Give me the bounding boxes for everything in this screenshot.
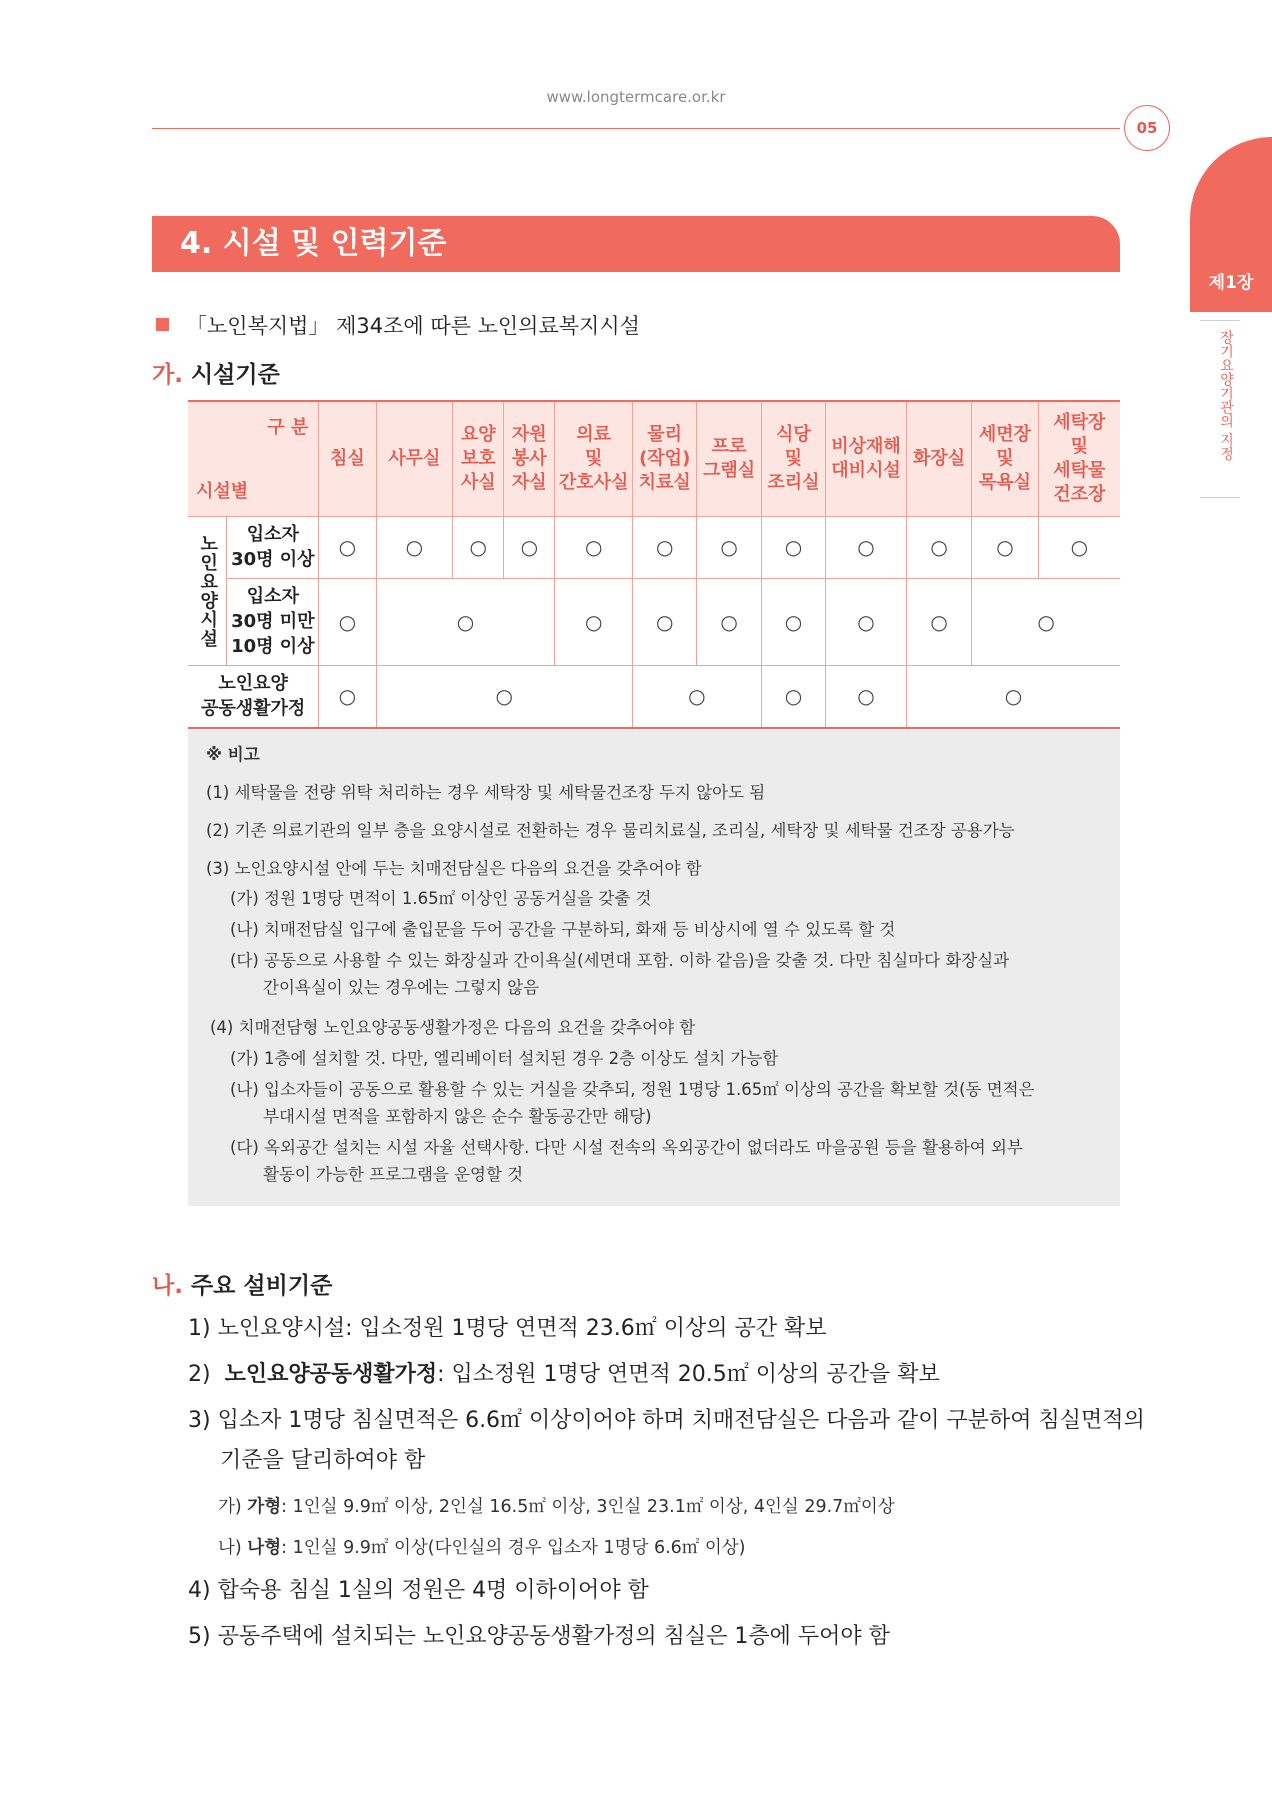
check-mark: ○ (376, 578, 555, 665)
check-mark: ○ (826, 516, 907, 578)
sub-item (218, 1494, 895, 1520)
page-number: 05 (1124, 105, 1170, 151)
website-url: www.longtermcare.or.kr (546, 88, 726, 106)
subsection-a-marker: 가. (152, 362, 183, 388)
column-header: 요양 보호 사실 (453, 401, 504, 516)
facility-standards-table (188, 400, 1120, 729)
list-item: 4) 합숙용 침실 1실의 정원은 4명 이하이어야 함 (188, 1578, 649, 1603)
header-rule (152, 128, 1120, 129)
list-item: 5) 공동주택에 설치되는 노인요양공동생활가정의 침실은 1층에 두어야 함 (188, 1624, 890, 1649)
note-3-c-cont: 간이욕실이 있는 경우에는 그렇지 않음 (263, 978, 540, 997)
check-mark: ○ (906, 516, 971, 578)
sub-item-bold-term: 나형 (247, 1538, 282, 1558)
column-header: 자원 봉사 자실 (504, 401, 555, 516)
notes-title: ※ 비고 (206, 745, 260, 764)
check-mark: ○ (972, 516, 1038, 578)
item-number: 2) (188, 1362, 225, 1387)
list-item: 3) 입소자 1명당 침실면적은 6.6㎡ 이상이어야 하며 치매전담실은 다음과 같이 구분하여 침실면적의 (188, 1408, 1145, 1433)
check-mark: ○ (697, 516, 761, 578)
table-row (188, 516, 1120, 578)
item-bold-term: 노인요양공동생활가정 (224, 1362, 438, 1387)
row-label: 노인요양 공동생활가정 (188, 665, 319, 728)
note-4: (4) 치매전담형 노인요양공동생활가정은 다음의 요건을 갖추어야 함 (210, 1018, 696, 1037)
table-corner-header (188, 401, 319, 516)
check-mark: ○ (906, 578, 971, 665)
column-header: 화장실 (906, 401, 971, 516)
group-label-nursing-facility: 노인요양시설 (188, 516, 227, 665)
column-header: 물리 (작업) 치료실 (633, 401, 697, 516)
list-item-cont: 기준을 달리하여야 함 (220, 1448, 426, 1473)
corner-facility-label: 시설별 (196, 480, 249, 502)
check-mark: ○ (1038, 516, 1120, 578)
column-header: 프로 그램실 (697, 401, 761, 516)
chapter-label: 제1장 (1208, 273, 1254, 293)
check-mark: ○ (761, 665, 825, 728)
subsection-b-heading (152, 1267, 332, 1300)
side-divider-bottom (1200, 497, 1240, 498)
side-section-label: 장기요양기관의 지정 (1218, 330, 1234, 461)
column-header: 사무실 (376, 401, 453, 516)
note-4-c: (다) 옥외공간 설치는 시설 자율 선택사항. 다만 시설 전속의 옥외공간이 없더라도 마을공원 등을 활용하여 외부 (230, 1138, 1023, 1157)
check-mark: ○ (697, 578, 761, 665)
check-mark: ○ (826, 665, 907, 728)
column-header: 세면장 및 목욕실 (972, 401, 1038, 516)
list-item: 1) 노인요양시설: 입소정원 1명당 연면적 23.6㎡ 이상의 공간 확보 (188, 1316, 827, 1341)
check-mark: ○ (826, 578, 907, 665)
check-mark: ○ (633, 665, 762, 728)
check-mark: ○ (376, 516, 453, 578)
check-mark: ○ (453, 516, 504, 578)
law-reference: 「노인복지법」 제34조에 따른 노인의료복지시설 (186, 314, 640, 338)
note-4-a: (가) 1층에 설치할 것. 다만, 엘리베이터 설치된 경우 2층 이상도 설치 가능함 (230, 1049, 779, 1068)
square-bullet-icon (156, 318, 169, 331)
column-header: 의료 및 간호사실 (555, 401, 633, 516)
notes-box (188, 730, 1120, 1206)
note-4-b-cont: 부대시설 면적을 포함하지 않은 순수 활동공간만 해당) (263, 1107, 652, 1126)
sub-item-bold-term: 가형 (247, 1497, 282, 1517)
subsection-a-title: 시설기준 (190, 362, 280, 388)
item-text: : 입소정원 1명당 연면적 20.5㎡ 이상의 공간을 확보 (437, 1362, 940, 1387)
note-3-c: (다) 공동으로 사용할 수 있는 화장실과 간이욕실(세면대 포함. 이하 같음)을 갖출 것. 다만 침실마다 화장실과 (230, 951, 1010, 970)
subsection-b-title: 주요 설비기준 (190, 1273, 333, 1299)
column-header: 침실 (319, 401, 376, 516)
note-3-b: (나) 치매전담실 입구에 출입문을 두어 공간을 구분하되, 화재 등 비상시에 열 수 있도록 할 것 (230, 920, 896, 939)
table-row (188, 578, 1120, 665)
check-mark: ○ (319, 516, 376, 578)
sub-item (218, 1535, 745, 1561)
note-4-c-cont: 활동이 가능한 프로그램을 운영할 것 (263, 1165, 524, 1184)
sub-item-marker: 나) (218, 1538, 248, 1558)
check-mark: ○ (633, 516, 697, 578)
check-mark: ○ (555, 578, 633, 665)
check-mark: ○ (761, 578, 825, 665)
check-mark: ○ (633, 578, 697, 665)
column-header: 세탁장 및 세탁물 건조장 (1038, 401, 1120, 516)
check-mark: ○ (972, 578, 1120, 665)
note-1: (1) 세탁물을 전량 위탁 처리하는 경우 세탁장 및 세탁물건조장 두지 않아도 됨 (206, 783, 766, 802)
check-mark: ○ (555, 516, 633, 578)
check-mark: ○ (319, 665, 376, 728)
corner-category-label: 구 분 (267, 417, 309, 438)
table-row (188, 665, 1120, 728)
row-label: 입소자 30명 이상 (227, 516, 319, 578)
note-3-a: (가) 정원 1명당 면적이 1.65㎡ 이상인 공동거실을 갖출 것 (230, 889, 652, 908)
check-mark: ○ (906, 665, 1120, 728)
side-divider-top (1200, 320, 1240, 321)
row-label: 입소자 30명 미만 10명 이상 (227, 578, 319, 665)
subsection-a-heading (152, 356, 280, 389)
check-mark: ○ (761, 516, 825, 578)
column-header: 비상재해 대비시설 (826, 401, 907, 516)
note-4-b: (나) 입소자들이 공동으로 활용할 수 있는 거실을 갖추되, 정원 1명당 1.65㎡ 이상의 공간을 확보할 것(동 면적은 (230, 1080, 1035, 1099)
check-mark: ○ (504, 516, 555, 578)
section-title: 4. 시설 및 인력기준 (180, 226, 447, 261)
list-item (188, 1359, 940, 1391)
note-3: (3) 노인요양시설 안에 두는 치매전담실은 다음의 요건을 갖추어야 함 (206, 859, 702, 878)
column-header: 식당 및 조리실 (761, 401, 825, 516)
note-2: (2) 기존 의료기관의 일부 층을 요양시설로 전환하는 경우 물리치료실, 조리실, 세탁장 및 세탁물 건조장 공용가능 (206, 821, 1015, 840)
subsection-b-marker: 나. (152, 1273, 183, 1299)
sub-item-marker: 가) (218, 1497, 248, 1517)
sub-item-text: : 1인실 9.9㎡ 이상(다인실의 경우 입소자 1명당 6.6㎡ 이상) (281, 1538, 746, 1558)
check-mark: ○ (319, 578, 376, 665)
sub-item-text: : 1인실 9.9㎡ 이상, 2인실 16.5㎡ 이상, 3인실 23.1㎡ 이상, 4인실 29.7㎡이상 (281, 1497, 895, 1517)
check-mark: ○ (376, 665, 632, 728)
